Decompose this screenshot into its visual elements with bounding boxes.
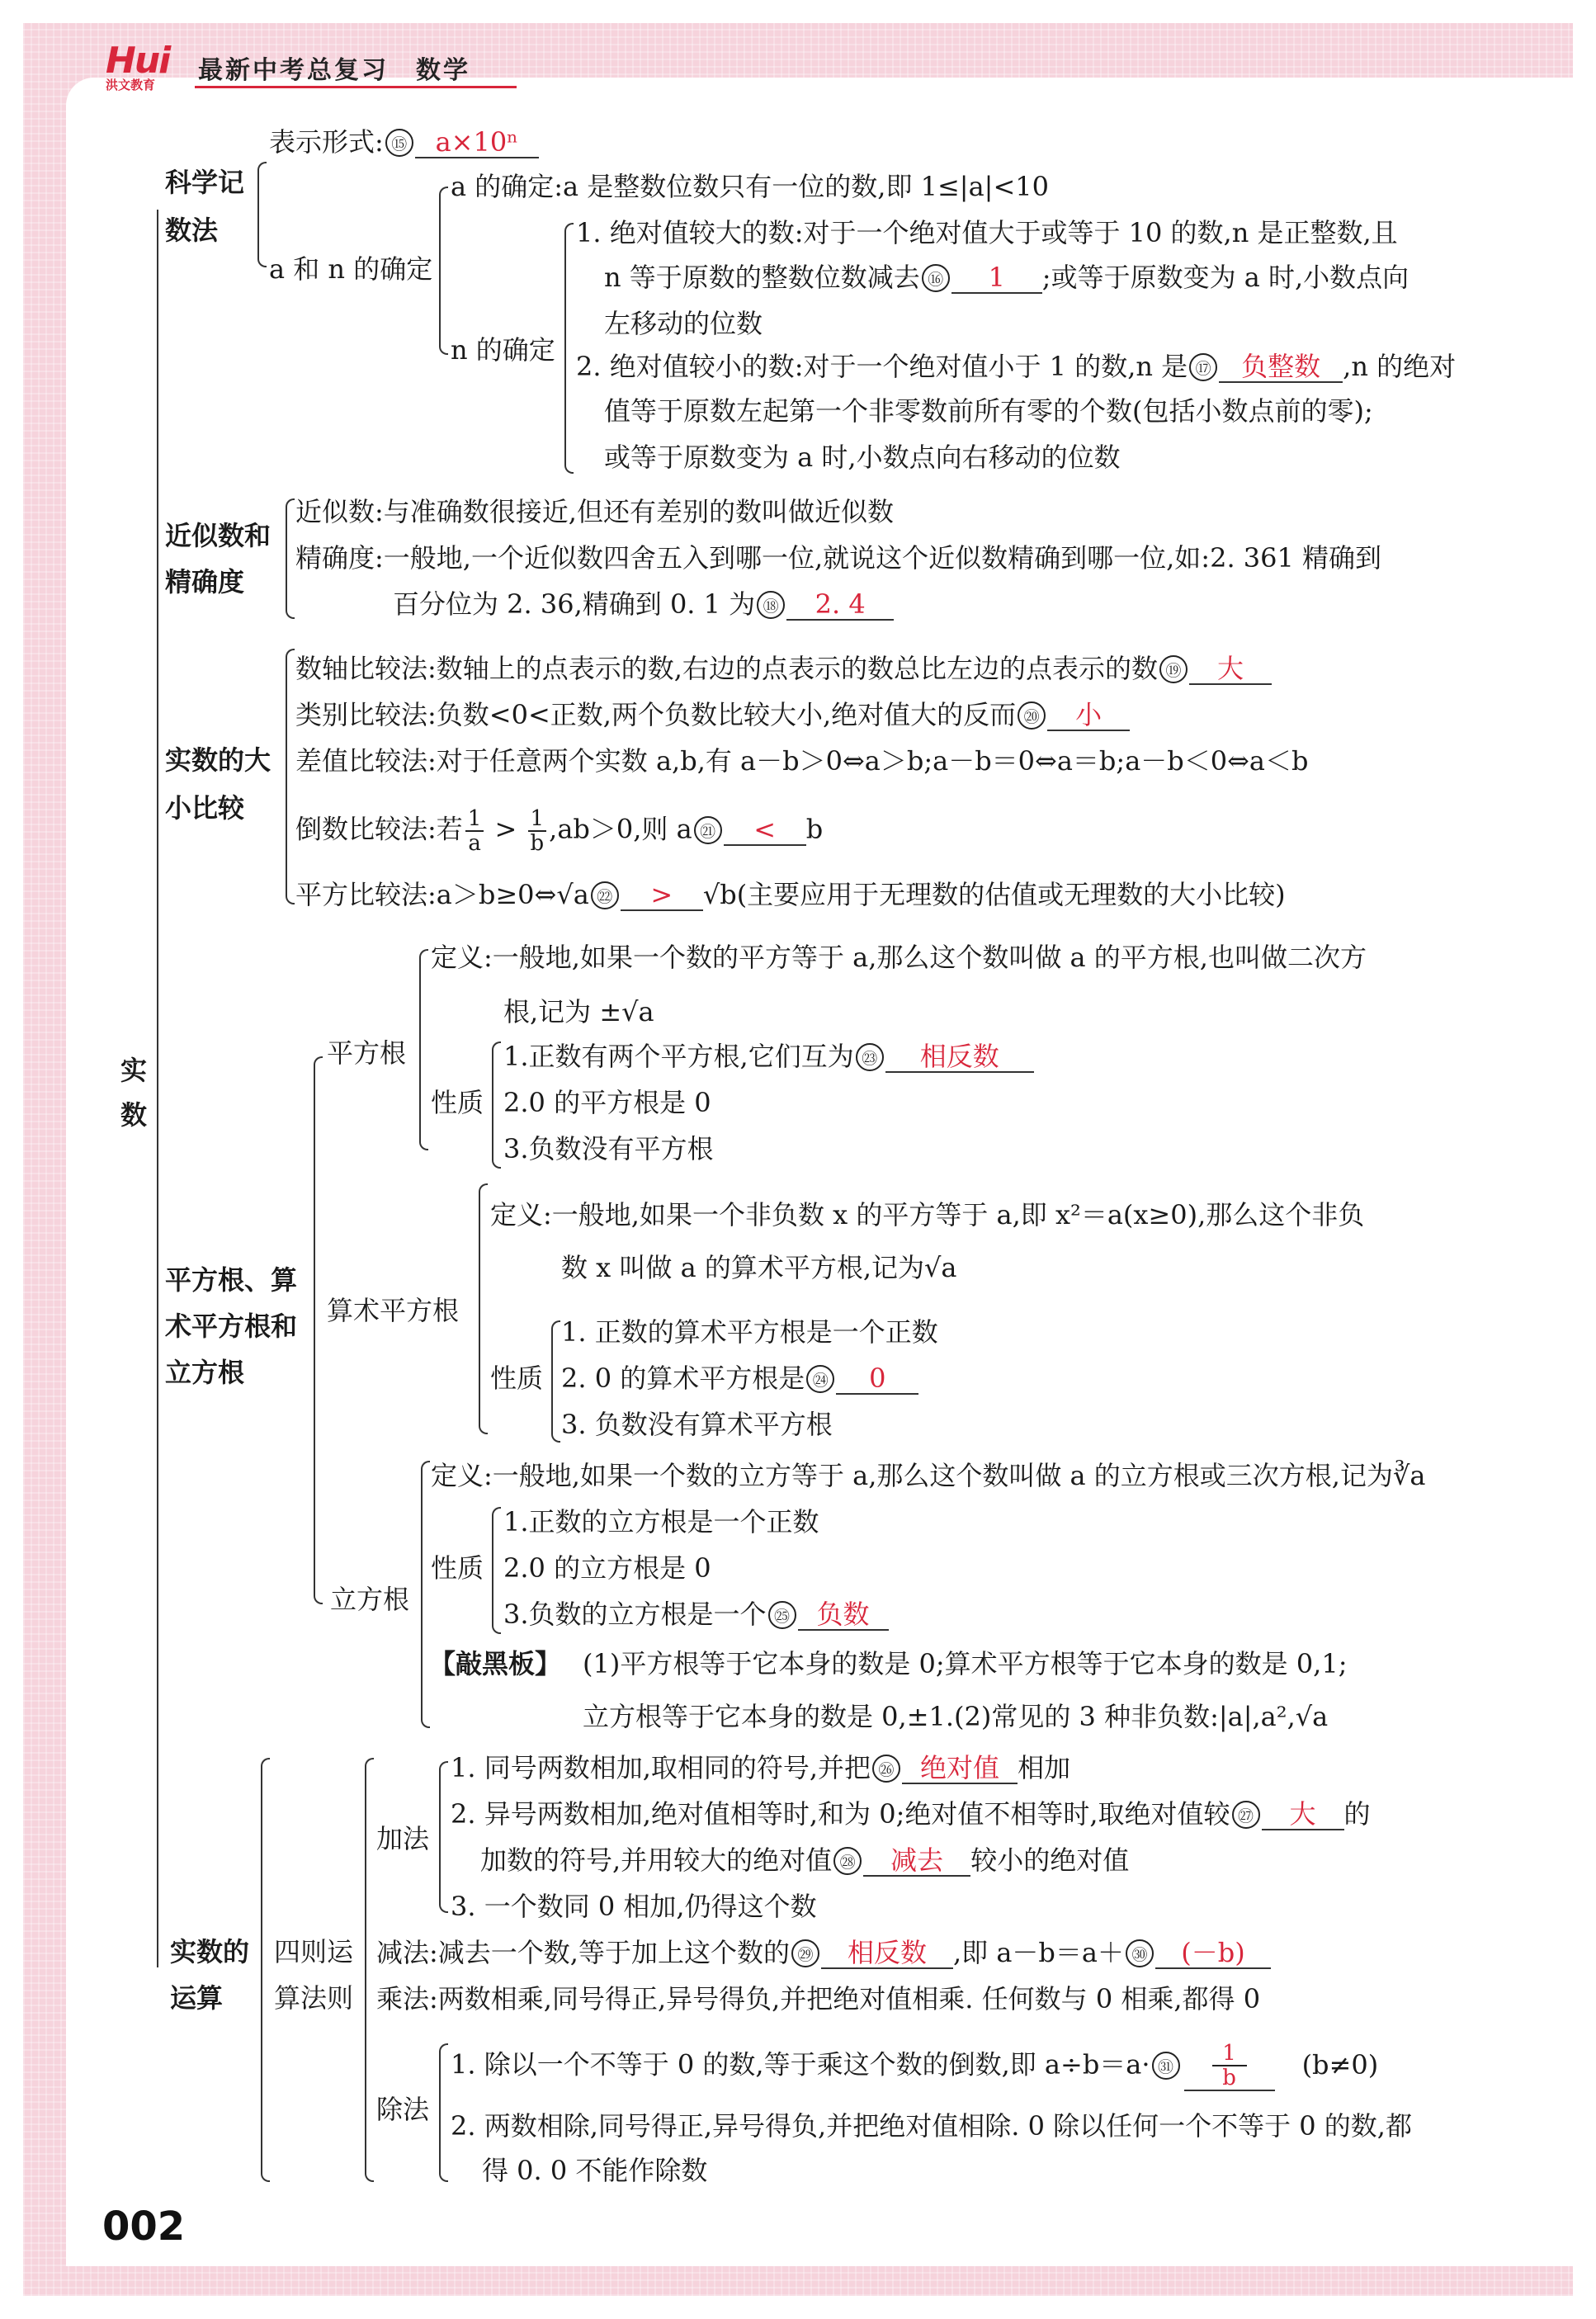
blank-number: ㉚ (1126, 1939, 1154, 1967)
sq-def1: 定义:一般地,如果一个数的平方等于 a,那么这个数叫做 a 的平方根,也叫做二次方 (431, 942, 1367, 973)
n-brace (564, 223, 574, 474)
ar-prop-label: 性质 (490, 1363, 544, 1394)
text: ,n 的绝对 (1343, 351, 1457, 382)
sci-n1a: 1. 绝对值较大的数:对于一个绝对值大于或等于 10 的数,n 是正整数,且 (576, 217, 1398, 248)
tip-line-1: (1)平方根等于它本身的数是 0;算术平方根等于它本身的数是 0,1; (583, 1648, 1348, 1679)
sq-p3: 3.负数没有平方根 (503, 1133, 714, 1164)
add-label: 加法 (376, 1823, 430, 1854)
sci-repr-label: 表示形式: (269, 126, 384, 158)
cb-p1: 1.正数的立方根是一个正数 (503, 1506, 819, 1537)
sq-def2: 根,记为 ±√a (503, 996, 654, 1027)
blank-number: ⑲ (1159, 655, 1188, 683)
rule-label-2: 算法则 (274, 1982, 354, 2014)
blank-number: ㉔ (806, 1365, 834, 1393)
answer-blank: 减去 (863, 1845, 970, 1877)
fraction (465, 807, 484, 855)
add-1 (451, 1751, 1070, 1784)
denominator: a (468, 831, 481, 856)
compare-l1 (295, 652, 1272, 685)
compare-l4 (295, 807, 823, 855)
answer-blank: 相反数 (885, 1041, 1034, 1073)
blank-number: ㉑ (694, 816, 722, 844)
ar-label: 算术平方根 (327, 1295, 460, 1326)
text: > (486, 813, 526, 845)
text: ,即 a－b＝a＋ (952, 1937, 1124, 1968)
sci-n2a (576, 350, 1456, 383)
sub-rule (376, 1936, 1271, 1969)
numerator: 1 (465, 807, 484, 832)
ar-p1: 1. 正数的算术平方根是一个正数 (561, 1316, 938, 1348)
fraction (528, 807, 547, 855)
ar-brace (479, 1183, 488, 1434)
approx-title-1: 近似数和 (165, 520, 272, 551)
cb-prop-label: 性质 (431, 1552, 484, 1584)
sci-n2c: 或等于原数变为 a 时,小数点向右移动的位数 (604, 442, 1121, 473)
approx-l3 (393, 588, 894, 621)
add-brace (439, 1761, 448, 1913)
denominator: b (530, 831, 545, 856)
mul-rule: 乘法:两数相乘,同号得正,异号得负,并把绝对值相乘. 任何数与 0 相乘,都得 0 (376, 1983, 1261, 2014)
answer-blank: 大 (1189, 654, 1272, 685)
roots-brace (314, 1056, 323, 1604)
compare-brace (286, 649, 295, 904)
brand-name: 洪文教育 (106, 78, 156, 92)
div-1 (451, 2042, 1378, 2091)
page-number: 002 (102, 2203, 186, 2250)
answer-blank: 绝对值 (902, 1753, 1018, 1784)
sq-brace (419, 949, 428, 1150)
sq-label: 平方根 (327, 1037, 407, 1069)
blank-number: ㉗ (1232, 1801, 1260, 1829)
answer-blank: (－b) (1155, 1938, 1271, 1969)
rules-brace (365, 1758, 374, 2182)
text: 加数的符号,并用较大的绝对值 (480, 1844, 833, 1876)
sci-title-1: 科学记 (165, 167, 245, 198)
text: 相加 (1018, 1752, 1071, 1783)
root-topic: 实数 (120, 1055, 148, 1131)
add-4: 3. 一个数同 0 相加,仍得这个数 (451, 1891, 817, 1922)
brand-logo: Hui (106, 40, 170, 82)
approx-l1: 近似数:与准确数很接近,但还有差别的数叫做近似数 (295, 496, 894, 527)
sq-prop-label: 性质 (431, 1087, 484, 1118)
sci-title-2: 数法 (165, 215, 219, 246)
compare-title-2: 小比较 (165, 792, 245, 824)
text: 数轴比较法:数轴上的点表示的数,右边的点表示的数总比左边的点表示的数 (295, 653, 1158, 684)
cb-p3 (503, 1598, 889, 1631)
answer-blank: 小 (1047, 700, 1130, 731)
answer-blank: 1 (951, 262, 1042, 294)
sci-n1b (604, 261, 1409, 294)
text: 平方比较法:a＞b≥0⇔√a (295, 879, 589, 910)
roots-title-3: 立方根 (165, 1357, 245, 1388)
sci-repr (269, 125, 539, 158)
sci-n2b: 值等于原数左起第一个非零数前所有零的个数(包括小数点前的零); (604, 395, 1373, 427)
ar-prop-brace (551, 1320, 560, 1443)
compare-l2 (295, 698, 1130, 731)
text: 的 (1343, 1798, 1371, 1830)
ar-def1: 定义:一般地,如果一个非负数 x 的平方等于 a,即 x²＝a(x≥0),那么这个非负 (490, 1199, 1365, 1230)
text: 减法:减去一个数,等于加上这个数的 (376, 1937, 790, 1968)
div-label: 除法 (376, 2094, 430, 2125)
text: ;或等于原数变为 a 时,小数点向 (1041, 262, 1409, 293)
sci-brace (257, 162, 267, 267)
ar-p2 (561, 1362, 918, 1395)
cb-p2: 2.0 的立方根是 0 (503, 1552, 711, 1584)
ops-title-2: 运算 (170, 1982, 224, 2014)
page-header-title: 最新中考总复习 数学 (198, 56, 470, 85)
blank-number: ㉛ (1152, 2052, 1180, 2080)
cb-prop-brace (492, 1507, 501, 1634)
answer-blank: 0 (836, 1363, 918, 1395)
roots-title-2: 术平方根和 (165, 1311, 298, 1342)
compare-l5 (295, 878, 1286, 911)
answer-blank: 负数 (798, 1599, 889, 1631)
answer-blank: 2. 4 (786, 589, 894, 621)
sci-a-def: a 的确定:a 是整数位数只有一位的数,即 1≤|a|<10 (451, 171, 1049, 202)
answer-blank: 相反数 (821, 1938, 953, 1969)
cb-brace (421, 1461, 430, 1728)
text: 2. 异号两数相加,绝对值相等时,和为 0;绝对值不相等时,取绝对值较 (451, 1798, 1230, 1830)
numerator: 1 (528, 807, 547, 832)
blank-number: ㉖ (872, 1755, 900, 1783)
sci-n-label: n 的确定 (451, 334, 555, 366)
blank-number: ⑰ (1189, 353, 1217, 381)
sci-n1c: 左移动的位数 (604, 308, 763, 339)
blank-number: ㉓ (856, 1043, 884, 1071)
sci-an-label: a 和 n 的确定 (269, 253, 433, 285)
text: 3.负数的立方根是一个 (503, 1599, 767, 1630)
sq-p1 (503, 1040, 1034, 1073)
ops-brace (261, 1758, 270, 2182)
blank-number: ⑯ (922, 264, 950, 292)
text: 1.正数有两个平方根,它们互为 (503, 1041, 854, 1072)
sq-p2: 2.0 的平方根是 0 (503, 1087, 711, 1118)
approx-brace (286, 498, 295, 619)
text: 1. 除以一个不等于 0 的数,等于乘这个数的倒数,即 a÷b＝a· (451, 2048, 1150, 2080)
text: ,ab＞0,则 a (549, 813, 692, 845)
approx-l2: 精确度:一般地,一个近似数四舍五入到哪一位,就说这个近似数精确到哪一位,如:2. 361 精确到 (295, 542, 1382, 574)
compare-l3: 差值比较法:对于任意两个实数 a,b,有 a－b＞0⇔a＞b;a－b＝0⇔a＝b;a－b＜0⇔a＜b (295, 745, 1309, 777)
answer-fraction (1184, 2042, 1275, 2091)
blank-number: ㉕ (768, 1601, 796, 1629)
compare-title-1: 实数的大 (165, 744, 272, 776)
an-brace (439, 187, 448, 355)
text: 较小的绝对值 (970, 1844, 1130, 1876)
div-brace (439, 2043, 448, 2182)
blank-number: ⑮ (385, 129, 413, 157)
numerator: 1 (1212, 2042, 1247, 2066)
ops-title-1: 实数的 (170, 1936, 250, 1967)
text: (b≠0) (1301, 2048, 1379, 2080)
roots-title-1: 平方根、算 (165, 1264, 298, 1296)
text: 倒数比较法:若 (295, 813, 463, 845)
text: b (805, 813, 824, 845)
tip-line-2: 立方根等于它本身的数是 0,±1.(2)常见的 3 种非负数:|a|,a²,√a (583, 1701, 1329, 1732)
tip-label: 【敲黑板】 (429, 1648, 562, 1679)
text: √b(主要应用于无理数的估值或无理数的大小比较) (702, 879, 1286, 910)
div-2b: 得 0. 0 不能作除数 (482, 2155, 708, 2186)
ar-p3: 3. 负数没有算术平方根 (561, 1409, 833, 1440)
answer-blank: > (621, 880, 703, 911)
blank-number: ㉙ (791, 1939, 819, 1967)
header-underline (195, 86, 517, 88)
answer-blank: 负整数 (1219, 352, 1343, 383)
answer-blank: < (724, 815, 806, 846)
cb-label: 立方根 (330, 1584, 410, 1615)
blank-number: ㉘ (833, 1847, 862, 1875)
blank-number: ⑱ (757, 591, 785, 619)
rule-label-1: 四则运 (274, 1936, 354, 1967)
text: n 等于原数的整数位数减去 (604, 262, 920, 293)
cb-def: 定义:一般地,如果一个数的立方等于 a,那么这个数叫做 a 的立方根或三次方根,记为∛a (431, 1460, 1426, 1491)
text: 百分位为 2. 36,精确到 0. 1 为 (393, 588, 756, 620)
approx-title-2: 精确度 (165, 566, 245, 597)
text: 1. 同号两数相加,取相同的符号,并把 (451, 1752, 871, 1783)
text: 2. 绝对值较小的数:对于一个绝对值小于 1 的数,n 是 (576, 351, 1188, 382)
text: 类别比较法:负数<0<正数,两个负数比较大小,绝对值大的反而 (295, 699, 1017, 730)
div-2a: 2. 两数相除,同号得正,异号得负,并把绝对值相除. 0 除以任何一个不等于 0 的数,都 (451, 2110, 1412, 2142)
sq-prop-brace (492, 1041, 501, 1169)
ar-def2: 数 x 叫做 a 的算术平方根,记为√a (561, 1252, 957, 1283)
root-brace (157, 210, 158, 1967)
blank-number: ⑳ (1018, 701, 1046, 730)
answer-blank: a×10ⁿ (415, 127, 539, 158)
answer-blank: 大 (1262, 1799, 1344, 1830)
add-3 (480, 1844, 1129, 1877)
denominator: b (1222, 2066, 1236, 2090)
add-2 (451, 1797, 1371, 1830)
blank-number: ㉒ (591, 881, 619, 909)
text: 2. 0 的算术平方根是 (561, 1363, 805, 1394)
